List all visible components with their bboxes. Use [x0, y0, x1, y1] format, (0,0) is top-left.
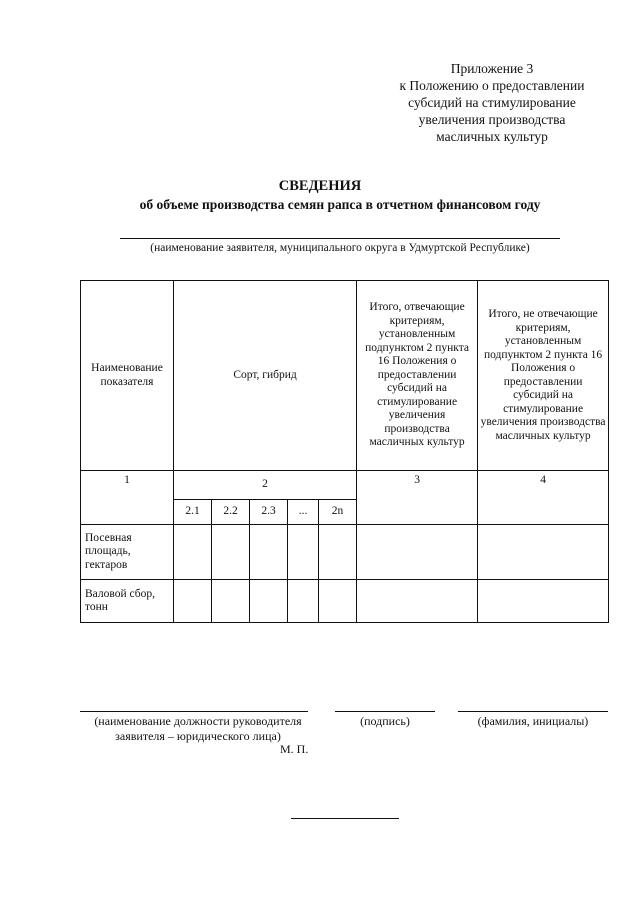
- appendix-line: субсидий на стимулирование: [408, 95, 576, 110]
- appendix-line: к Положению о предоставлении: [399, 78, 585, 93]
- subcol-2n: 2n: [319, 500, 357, 525]
- table-cell[interactable]: [288, 580, 319, 623]
- production-table: [80, 280, 609, 623]
- row-label-gross-harvest: Валовой сбор, тонн: [81, 580, 174, 623]
- row-label-sown-area: Посевная площадь, гектаров: [81, 525, 174, 580]
- col-number-4: 4: [478, 471, 609, 525]
- table-cell[interactable]: [478, 580, 609, 623]
- appendix-header: [372, 60, 612, 145]
- table-cell[interactable]: [174, 580, 212, 623]
- table-cell[interactable]: [478, 525, 609, 580]
- applicant-fill-line: [120, 238, 560, 239]
- table-row: [81, 525, 609, 580]
- name-caption: (фамилия, инициалы): [477, 714, 589, 728]
- table-cell[interactable]: [212, 580, 250, 623]
- table-cell[interactable]: [319, 525, 357, 580]
- table-cell[interactable]: [357, 580, 478, 623]
- subcol-2-3: 2.3: [250, 500, 288, 525]
- name-fill-line: [458, 711, 608, 712]
- table-cell[interactable]: [319, 580, 357, 623]
- seal-place: М. П.: [280, 742, 309, 756]
- subcol-2-1: 2.1: [174, 500, 212, 525]
- col-number-2: 2: [174, 471, 357, 500]
- table-cell[interactable]: [250, 525, 288, 580]
- subcol-2-2: 2.2: [212, 500, 250, 525]
- header-variety-hybrid: Сорт, гибрид: [174, 281, 357, 471]
- position-fill-line: [80, 711, 308, 712]
- document-title: СВЕДЕНИЯ: [278, 178, 362, 194]
- signature-caption: (подпись): [360, 714, 410, 728]
- table-cell[interactable]: [357, 525, 478, 580]
- signature-fill-line: [335, 711, 435, 712]
- table-row: [81, 580, 609, 623]
- document-subtitle: об объеме производства семян рапса в отчетном финансовом году: [139, 197, 541, 212]
- col-number-1: 1: [81, 471, 174, 525]
- table-cell[interactable]: [212, 525, 250, 580]
- header-total-not-meeting-criteria: Итого, не отвечающие критериям, установленным подпунктом 2 пункта 16 Положения о предоставлении субсидий на стимулирование увеличения производства масличных культур: [478, 281, 609, 471]
- header-indicator-name: Наименование показателя: [81, 281, 174, 471]
- appendix-line: Приложение 3: [450, 61, 534, 76]
- table-cell[interactable]: [288, 525, 319, 580]
- applicant-caption: (наименование заявителя, муниципального округа в Удмуртской Республике): [150, 242, 530, 254]
- table-cell[interactable]: [250, 580, 288, 623]
- header-total-meeting-criteria: Итого, отвечающие критериям, установленным подпунктом 2 пункта 16 Положения о предоставлении субсидий на стимулирование увеличения производства масличных культур: [357, 281, 478, 471]
- appendix-line: масличных культур: [436, 129, 548, 144]
- appendix-line: увеличения производства: [418, 112, 566, 127]
- subcol-ellipsis: ...: [288, 500, 319, 525]
- position-caption-line-1: (наименование должности руководителя: [94, 714, 302, 728]
- col-number-3: 3: [357, 471, 478, 525]
- position-caption-line-2: заявителя – юридического лица): [115, 729, 281, 743]
- table-cell[interactable]: [174, 525, 212, 580]
- bottom-fill-line: [291, 818, 399, 819]
